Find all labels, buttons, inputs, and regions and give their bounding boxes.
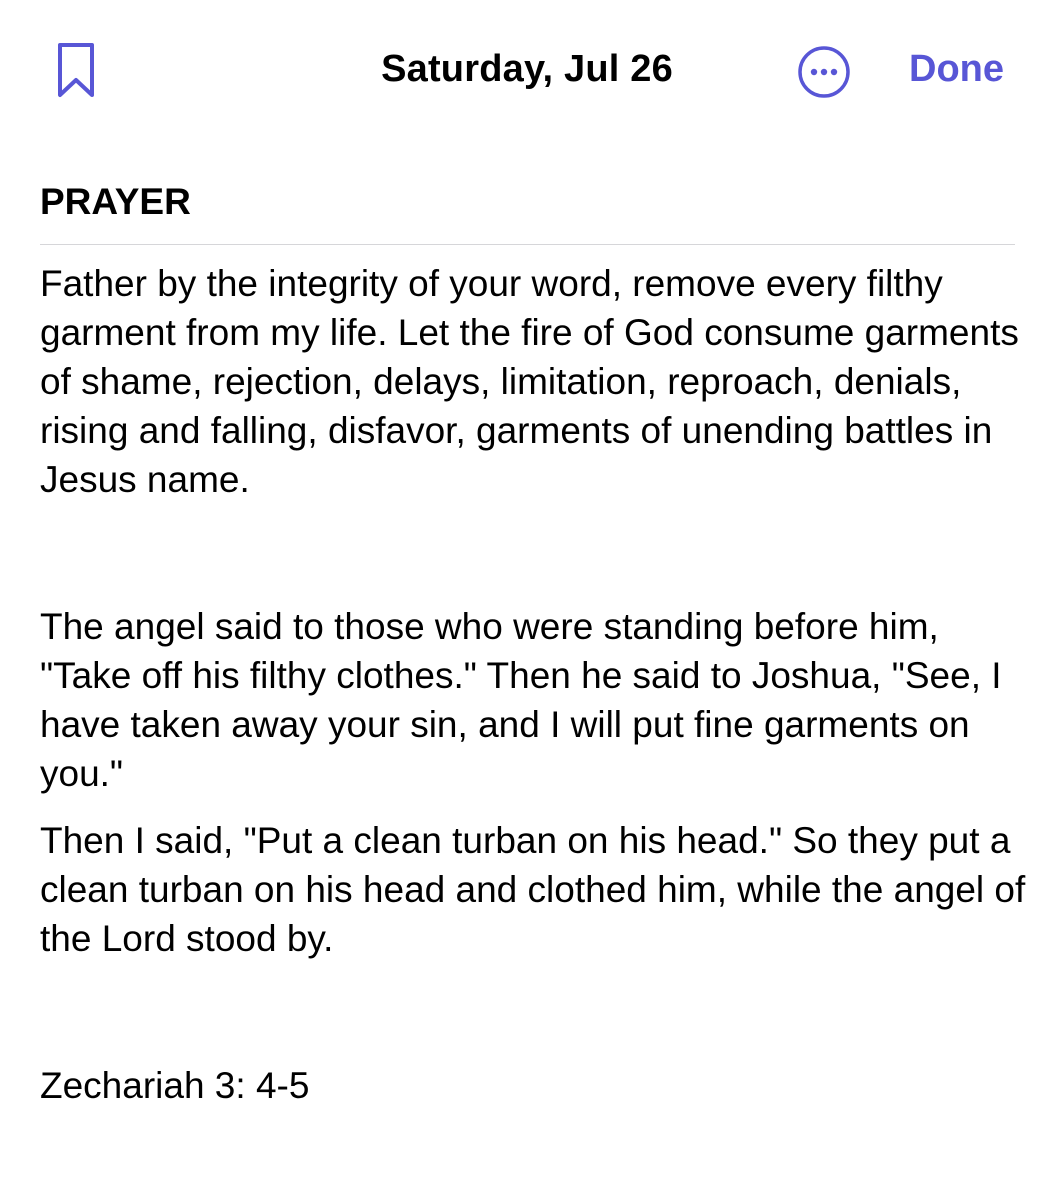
scripture-reference: Zechariah 3: 4-5 — [40, 1065, 310, 1106]
page-title: Saturday, Jul 26 — [381, 48, 673, 90]
navigation-bar — [0, 0, 1054, 140]
more-options-button[interactable] — [794, 42, 854, 102]
section-heading: PRAYER — [40, 181, 191, 222]
verse-paragraph: Then I said, "Put a clean turban on his head." So they put a clean turban on his head and clothed him, while the angel of the Lord stood by. — [40, 820, 1026, 959]
done-button[interactable]: Done — [909, 48, 1004, 90]
divider — [40, 244, 1015, 245]
ellipsis-circle-icon — [796, 44, 852, 100]
verse-paragraph: The angel said to those who were standing before him, "Take off his filthy clothes." Then he said to Joshua, "See, I have taken away your sin, and I will put fine garments on you." — [40, 606, 1002, 794]
entry-body[interactable] — [40, 259, 1030, 1110]
prayer-paragraph: Father by the integrity of your word, remove every filthy garment from my life. Let the fire of God consume garments of shame, rejection, delays, limitation, reproach, denials, rising and falling, disfavor, garments of unending battles in Jesus name. — [40, 263, 1019, 500]
